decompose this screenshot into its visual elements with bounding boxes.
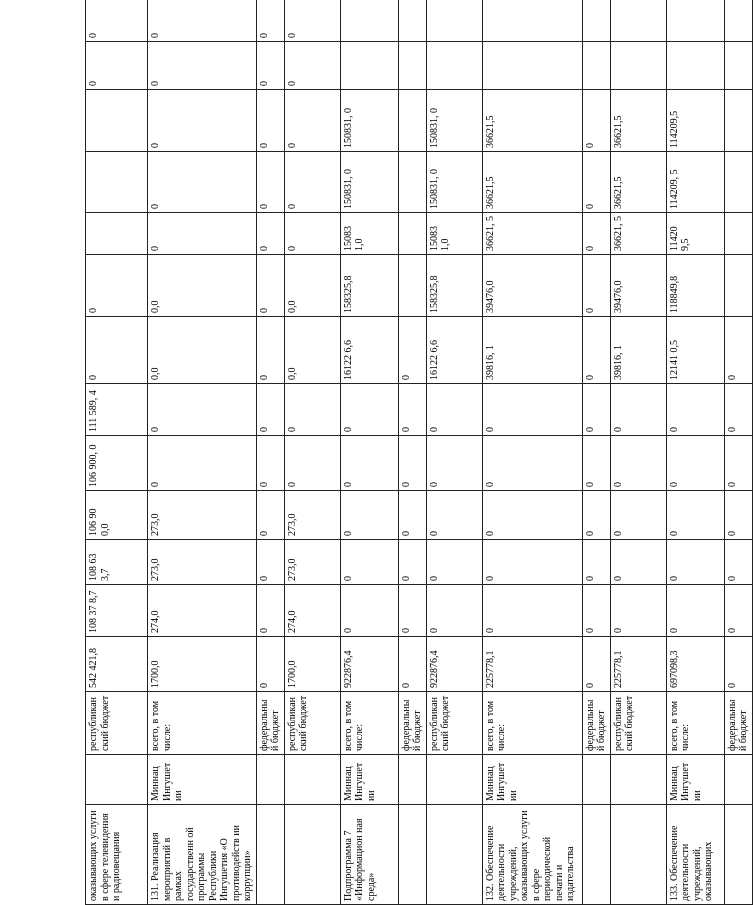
table-cell: федеральны й бюджет xyxy=(256,692,284,755)
table-cell xyxy=(582,755,610,805)
table-cell: 0 xyxy=(398,317,426,384)
table-cell: 0 xyxy=(426,540,482,585)
table-cell: 0 xyxy=(284,436,340,491)
table-cell: 0 xyxy=(256,384,284,436)
table-cell xyxy=(724,213,752,255)
table-cell: 0 xyxy=(256,317,284,384)
table-cell: 111 589, 4 xyxy=(86,384,148,436)
table-cell: 0 xyxy=(724,384,752,436)
table-cell: 0 xyxy=(284,42,340,90)
table-cell: 106 900, 0 xyxy=(86,436,148,491)
table-cell: 15083 1,0 xyxy=(426,213,482,255)
table-cell: республикан ский бюджет xyxy=(86,692,148,755)
table-cell xyxy=(610,42,666,90)
table-cell: 158325,8 xyxy=(340,255,398,317)
table-cell: 108 37 8,7 xyxy=(86,585,148,637)
table-cell: 0 xyxy=(86,317,148,384)
table-cell xyxy=(582,805,610,905)
table-row xyxy=(340,0,398,905)
table-cell: 0 xyxy=(482,491,582,540)
table-cell: 225778,1 xyxy=(482,637,582,692)
table-cell: 273,0 xyxy=(284,491,340,540)
table-cell xyxy=(398,90,426,152)
table-cell xyxy=(482,42,582,90)
table-cell: 274,0 xyxy=(284,585,340,637)
table-cell: 36621,5 xyxy=(610,152,666,213)
table-cell: 0 xyxy=(256,540,284,585)
table-cell: 225778,1 xyxy=(610,637,666,692)
table-row xyxy=(482,0,582,905)
table-cell: 0 xyxy=(256,90,284,152)
table-cell: 36621, 5 xyxy=(482,213,582,255)
table-cell: 0,0 xyxy=(148,255,257,317)
table-cell: 0 xyxy=(340,384,398,436)
table-cell: 273,0 xyxy=(148,491,257,540)
table-cell: 0 xyxy=(256,436,284,491)
table-cell: 0 xyxy=(148,90,257,152)
table-cell: Миннац Ингушетии xyxy=(482,755,582,805)
table-cell: 1700,0 xyxy=(148,637,257,692)
table-cell xyxy=(724,90,752,152)
table-cell xyxy=(284,755,340,805)
table-row xyxy=(610,0,666,905)
table-cell: 0,0 xyxy=(148,317,257,384)
table-cell xyxy=(724,805,752,905)
table-cell: всего, в том числе: xyxy=(148,692,257,755)
table-cell: 0 xyxy=(86,0,148,42)
table-cell: 133. Обеспечение деятельности учреждений, оказывающих xyxy=(666,805,724,905)
table-cell: 0 xyxy=(482,436,582,491)
table-cell: 922876,4 xyxy=(426,637,482,692)
table-cell: 0 xyxy=(610,491,666,540)
table-cell: 0 xyxy=(666,491,724,540)
table-cell: 108 63 3,7 xyxy=(86,540,148,585)
table-cell: 36621, 5 xyxy=(610,213,666,255)
table-cell xyxy=(398,255,426,317)
table-cell xyxy=(398,42,426,90)
table-cell: 0 xyxy=(256,213,284,255)
table-row xyxy=(666,0,724,905)
table-cell: 0 xyxy=(482,585,582,637)
table-cell: 0 xyxy=(666,540,724,585)
table-cell: 0 xyxy=(398,585,426,637)
table-cell: 0 xyxy=(148,42,257,90)
table-cell: 0 xyxy=(398,436,426,491)
table-cell: 0 xyxy=(582,491,610,540)
table-cell: 0 xyxy=(582,585,610,637)
table-cell: Подпрограмма 7 «Информацион ная среда» xyxy=(340,805,398,905)
table-cell xyxy=(426,0,482,42)
table-cell xyxy=(86,213,148,255)
table-cell: 131. Реализация мероприятий в рамках государственн ой программы Республики Ингушетия «О противодейств ии коррупции» xyxy=(148,805,257,905)
table-cell: 1700,0 xyxy=(284,637,340,692)
table-cell: федеральны й бюджет xyxy=(582,692,610,755)
table-cell: 0 xyxy=(284,152,340,213)
table-cell: 0,0 xyxy=(284,317,340,384)
table-cell xyxy=(86,90,148,152)
table-row xyxy=(256,0,284,905)
table-cell xyxy=(398,152,426,213)
table-cell xyxy=(582,42,610,90)
table-cell: 0 xyxy=(398,540,426,585)
table-cell xyxy=(284,805,340,905)
table-cell: 12141 0,5 xyxy=(666,317,724,384)
table-cell: 0 xyxy=(340,540,398,585)
table-cell: 0,0 xyxy=(284,255,340,317)
table-cell: 0 xyxy=(582,90,610,152)
table-cell xyxy=(398,805,426,905)
table-cell xyxy=(426,42,482,90)
table-cell: 0 xyxy=(724,317,752,384)
table-cell: 39816, 1 xyxy=(482,317,582,384)
table-cell: 118849,8 xyxy=(666,255,724,317)
table-cell xyxy=(398,0,426,42)
table-cell: 0 xyxy=(398,637,426,692)
table-cell: 0 xyxy=(284,90,340,152)
table-cell xyxy=(398,213,426,255)
table-cell: 274,0 xyxy=(148,585,257,637)
table-cell: 0 xyxy=(256,42,284,90)
table-cell: 0 xyxy=(724,637,752,692)
table-cell: 0 xyxy=(256,491,284,540)
table-cell: 0 xyxy=(148,213,257,255)
table-cell: всего, в том числе: xyxy=(666,692,724,755)
table-cell: 150831, 0 xyxy=(426,152,482,213)
table-cell: 0 xyxy=(86,42,148,90)
table-cell xyxy=(666,42,724,90)
table-cell: 273,0 xyxy=(148,540,257,585)
table-cell: 0 xyxy=(610,384,666,436)
table-cell: федеральны й бюджет xyxy=(398,692,426,755)
table-cell: 15083 1,0 xyxy=(340,213,398,255)
table-cell: 0 xyxy=(582,255,610,317)
table-cell: 0 xyxy=(426,384,482,436)
table-row xyxy=(426,0,482,905)
table-cell xyxy=(724,255,752,317)
table-cell: 0 xyxy=(256,255,284,317)
table-cell xyxy=(340,0,398,42)
table-cell: 11420 9,5 xyxy=(666,213,724,255)
table-cell: всего, в том числе: xyxy=(482,692,582,755)
table-cell: 0 xyxy=(284,213,340,255)
table-cell: 0 xyxy=(426,585,482,637)
table-cell: 0 xyxy=(582,317,610,384)
table-cell: федеральны й бюджет xyxy=(724,692,752,755)
table-cell: 0 xyxy=(148,152,257,213)
table-cell xyxy=(724,755,752,805)
table-row xyxy=(148,0,257,905)
table-cell: 16122 6,6 xyxy=(340,317,398,384)
table-cell: 39476,0 xyxy=(482,255,582,317)
table-cell: 0 xyxy=(340,585,398,637)
table-row xyxy=(724,0,752,905)
table-cell xyxy=(426,805,482,905)
table-cell: 0 xyxy=(666,585,724,637)
table-cell: республикан ский бюджет xyxy=(610,692,666,755)
table-cell: 0 xyxy=(582,540,610,585)
budget-table xyxy=(85,0,753,905)
table-cell xyxy=(256,805,284,905)
table-cell: 0 xyxy=(256,585,284,637)
table-cell: 36621,5 xyxy=(610,90,666,152)
table-cell: 0 xyxy=(724,436,752,491)
table-cell: 0 xyxy=(284,0,340,42)
table-cell xyxy=(724,0,752,42)
table-row xyxy=(284,0,340,905)
table-cell xyxy=(86,755,148,805)
table-cell: 0 xyxy=(582,384,610,436)
table-cell: 0 xyxy=(398,384,426,436)
table-cell: 922876,4 xyxy=(340,637,398,692)
table-cell: 0 xyxy=(86,255,148,317)
table-cell: 114209,5 xyxy=(666,90,724,152)
table-cell: Миннац Ингушетии xyxy=(148,755,257,805)
table-cell: 114209, 5 xyxy=(666,152,724,213)
table-cell xyxy=(426,755,482,805)
table-cell xyxy=(666,0,724,42)
table-cell: 0 xyxy=(426,491,482,540)
table-cell: 132. Обеспечение деятельности учреждений, оказывающих услуги в сфере периодической печати и издательства xyxy=(482,805,582,905)
table-cell xyxy=(256,755,284,805)
table-row xyxy=(398,0,426,905)
table-cell xyxy=(724,42,752,90)
table-cell xyxy=(482,0,582,42)
table-cell xyxy=(610,0,666,42)
table-cell xyxy=(398,755,426,805)
table-cell: 0 xyxy=(724,540,752,585)
table-cell: 0 xyxy=(582,436,610,491)
table-cell: 542 421,8 xyxy=(86,637,148,692)
table-cell: 0 xyxy=(666,436,724,491)
table-cell: 0 xyxy=(482,384,582,436)
table-cell: 0 xyxy=(256,637,284,692)
table-cell: республикан ский бюджет xyxy=(426,692,482,755)
table-cell: 150831, 0 xyxy=(340,152,398,213)
table-cell: 36621,5 xyxy=(482,90,582,152)
table-cell: 0 xyxy=(582,213,610,255)
table-cell: 39476,0 xyxy=(610,255,666,317)
table-cell: 0 xyxy=(582,637,610,692)
table-cell: 0 xyxy=(610,436,666,491)
table-cell: 36621,5 xyxy=(482,152,582,213)
table-cell: 0 xyxy=(256,152,284,213)
table-cell: всего, в том числе: xyxy=(340,692,398,755)
table-cell: 0 xyxy=(340,436,398,491)
table-cell: 150831, 0 xyxy=(340,90,398,152)
table-cell: 0 xyxy=(666,384,724,436)
table-cell xyxy=(610,805,666,905)
table-row xyxy=(86,0,148,905)
table-cell: 0 xyxy=(426,436,482,491)
table-cell: 0 xyxy=(148,0,257,42)
table-cell: 697098,3 xyxy=(666,637,724,692)
table-cell xyxy=(582,0,610,42)
table-cell: 0 xyxy=(724,491,752,540)
table-cell: Миннац Ингушетии xyxy=(666,755,724,805)
table-cell: 0 xyxy=(582,152,610,213)
table-row xyxy=(582,0,610,905)
table-cell: 0 xyxy=(610,540,666,585)
table-cell: 16122 6,6 xyxy=(426,317,482,384)
table-cell: 0 xyxy=(724,585,752,637)
table-cell: 0 xyxy=(340,491,398,540)
table-cell xyxy=(340,42,398,90)
table-cell: 0 xyxy=(398,491,426,540)
table-cell xyxy=(86,152,148,213)
table-cell: 0 xyxy=(256,0,284,42)
table-cell: 158325,8 xyxy=(426,255,482,317)
table-cell: 0 xyxy=(284,384,340,436)
table-cell: Миннац Ингушетии xyxy=(340,755,398,805)
table-cell: республикан ский бюджет xyxy=(284,692,340,755)
table-cell: 0 xyxy=(148,384,257,436)
table-cell: 273,0 xyxy=(284,540,340,585)
table-cell: оказывающих услуги в сфере телевидения и радиовещания xyxy=(86,805,148,905)
table-cell: 0 xyxy=(610,585,666,637)
table-cell xyxy=(724,152,752,213)
table-cell: 150831, 0 xyxy=(426,90,482,152)
table-cell xyxy=(610,755,666,805)
table-cell: 39816, 1 xyxy=(610,317,666,384)
table-cell: 0 xyxy=(148,436,257,491)
table-cell: 0 xyxy=(482,540,582,585)
table-cell: 106 90 0,0 xyxy=(86,491,148,540)
